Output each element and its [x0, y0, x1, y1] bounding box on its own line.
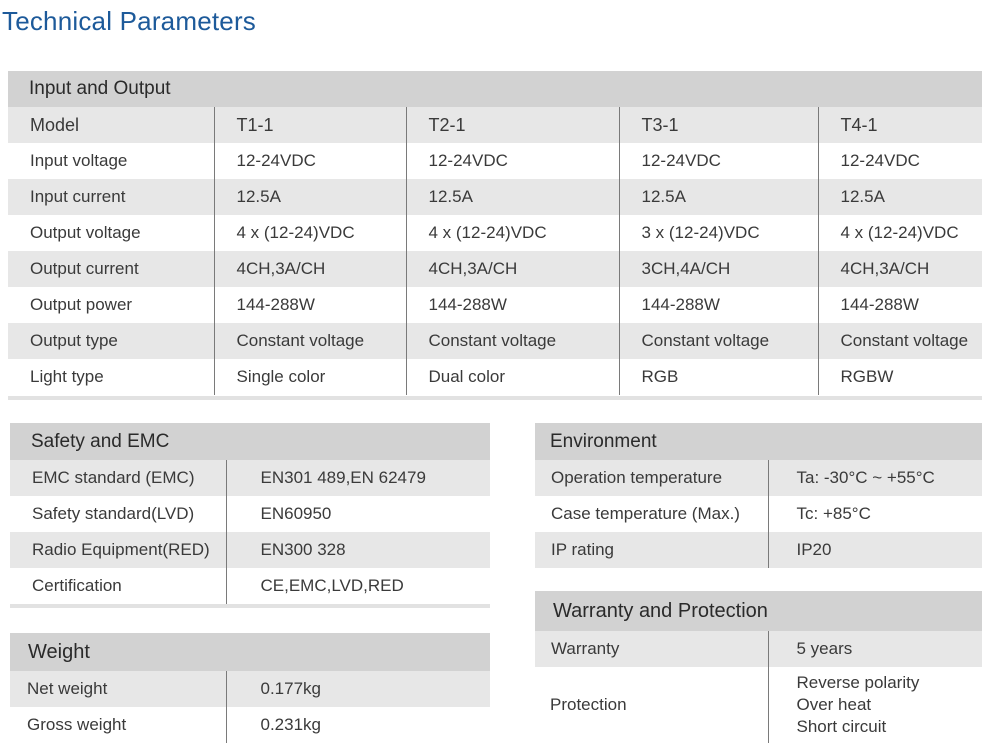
row-label: Case temperature (Max.) [535, 496, 768, 532]
cell-value: EN60950 [226, 496, 490, 532]
row-label: Output type [8, 323, 214, 359]
cell-value: 12.5A [406, 179, 619, 215]
cell-value: 4CH,3A/CH [214, 251, 406, 287]
row-label: Certification [10, 568, 226, 604]
cell-value: 12-24VDC [214, 143, 406, 179]
table-row [8, 359, 982, 395]
cell-value: Constant voltage [619, 323, 818, 359]
warranty-label: Warranty [535, 631, 768, 667]
table-row [535, 667, 982, 743]
protection-label: Protection [535, 667, 768, 743]
model-header-row [8, 107, 982, 143]
cell-value: 0.231kg [226, 707, 490, 743]
cell-value: Constant voltage [818, 323, 982, 359]
warranty-value: 5 years [768, 631, 982, 667]
cell-value: Single color [214, 359, 406, 395]
row-label: Output power [8, 287, 214, 323]
table-row [10, 496, 490, 532]
table-row [535, 532, 982, 568]
table-row [8, 287, 982, 323]
table-row [535, 496, 982, 532]
environment-header [535, 423, 982, 460]
cell-value: 12.5A [818, 179, 982, 215]
warranty-title: Warranty and Protection [535, 591, 982, 631]
cell-value: EN301 489,EN 62479 [226, 460, 490, 496]
divider [10, 604, 490, 608]
safety-emc-table [10, 423, 490, 604]
column-header-t1: T1-1 [214, 107, 406, 143]
protection-item: Over heat [796, 695, 872, 714]
table-row [10, 568, 490, 604]
cell-value: 4CH,3A/CH [818, 251, 982, 287]
row-label: Safety standard(LVD) [10, 496, 226, 532]
cell-value: CE,EMC,LVD,RED [226, 568, 490, 604]
cell-value: 12-24VDC [818, 143, 982, 179]
cell-value: Constant voltage [214, 323, 406, 359]
table-row [10, 532, 490, 568]
cell-value: 144-288W [406, 287, 619, 323]
cell-value: Ta: -30°C ~ +55°C [768, 460, 982, 496]
table-row [535, 460, 982, 496]
cell-value: Dual color [406, 359, 619, 395]
input-output-header [8, 71, 982, 107]
column-header-t2: T2-1 [406, 107, 619, 143]
protection-item: Short circuit [796, 717, 887, 736]
cell-value: Tc: +85°C [768, 496, 982, 532]
column-header-model: Model [8, 107, 214, 143]
safety-emc-title: Safety and EMC [10, 423, 490, 460]
cell-value: 144-288W [214, 287, 406, 323]
cell-value: Constant voltage [406, 323, 619, 359]
table-row [10, 460, 490, 496]
input-output-title: Input and Output [8, 71, 982, 107]
cell-value: 12.5A [619, 179, 818, 215]
weight-table [10, 633, 490, 743]
environment-table [535, 423, 982, 568]
table-row [8, 251, 982, 287]
cell-value: IP20 [768, 532, 982, 568]
cell-value: 4 x (12-24)VDC [214, 215, 406, 251]
safety-emc-header [10, 423, 490, 460]
cell-value: 4CH,3A/CH [406, 251, 619, 287]
cell-value: 3CH,4A/CH [619, 251, 818, 287]
cell-value: 12-24VDC [619, 143, 818, 179]
cell-value: RGBW [818, 359, 982, 395]
cell-value: 12.5A [214, 179, 406, 215]
row-label: EMC standard (EMC) [10, 460, 226, 496]
input-output-table [8, 71, 982, 395]
cell-value: 12-24VDC [406, 143, 619, 179]
table-row [8, 179, 982, 215]
cell-value: 0.177kg [226, 671, 490, 707]
table-row [10, 671, 490, 707]
row-label: Radio Equipment(RED) [10, 532, 226, 568]
table-row [8, 323, 982, 359]
warranty-header [535, 591, 982, 631]
cell-value: 4 x (12-24)VDC [406, 215, 619, 251]
row-label: Net weight [10, 671, 226, 707]
cell-value: 144-288W [619, 287, 818, 323]
row-label: IP rating [535, 532, 768, 568]
cell-value: 3 x (12-24)VDC [619, 215, 818, 251]
row-label: Gross weight [10, 707, 226, 743]
cell-value: RGB [619, 359, 818, 395]
page-title: Technical Parameters [2, 6, 256, 36]
row-label: Output voltage [8, 215, 214, 251]
protection-value [768, 667, 982, 743]
table-row [10, 707, 490, 743]
environment-title: Environment [535, 423, 982, 460]
column-header-t4: T4-1 [818, 107, 982, 143]
row-label: Operation temperature [535, 460, 768, 496]
cell-value: 144-288W [818, 287, 982, 323]
warranty-table [535, 591, 982, 743]
weight-header [10, 633, 490, 671]
cell-value: EN300 328 [226, 532, 490, 568]
row-label: Output current [8, 251, 214, 287]
weight-title: Weight [10, 633, 490, 671]
column-header-t3: T3-1 [619, 107, 818, 143]
table-row [535, 631, 982, 667]
cell-value: 4 x (12-24)VDC [818, 215, 982, 251]
row-label: Input current [8, 179, 214, 215]
protection-item: Reverse polarity [796, 673, 920, 692]
table-row [8, 143, 982, 179]
row-label: Light type [8, 359, 214, 395]
row-label: Input voltage [8, 143, 214, 179]
divider [8, 396, 982, 400]
table-row [8, 215, 982, 251]
